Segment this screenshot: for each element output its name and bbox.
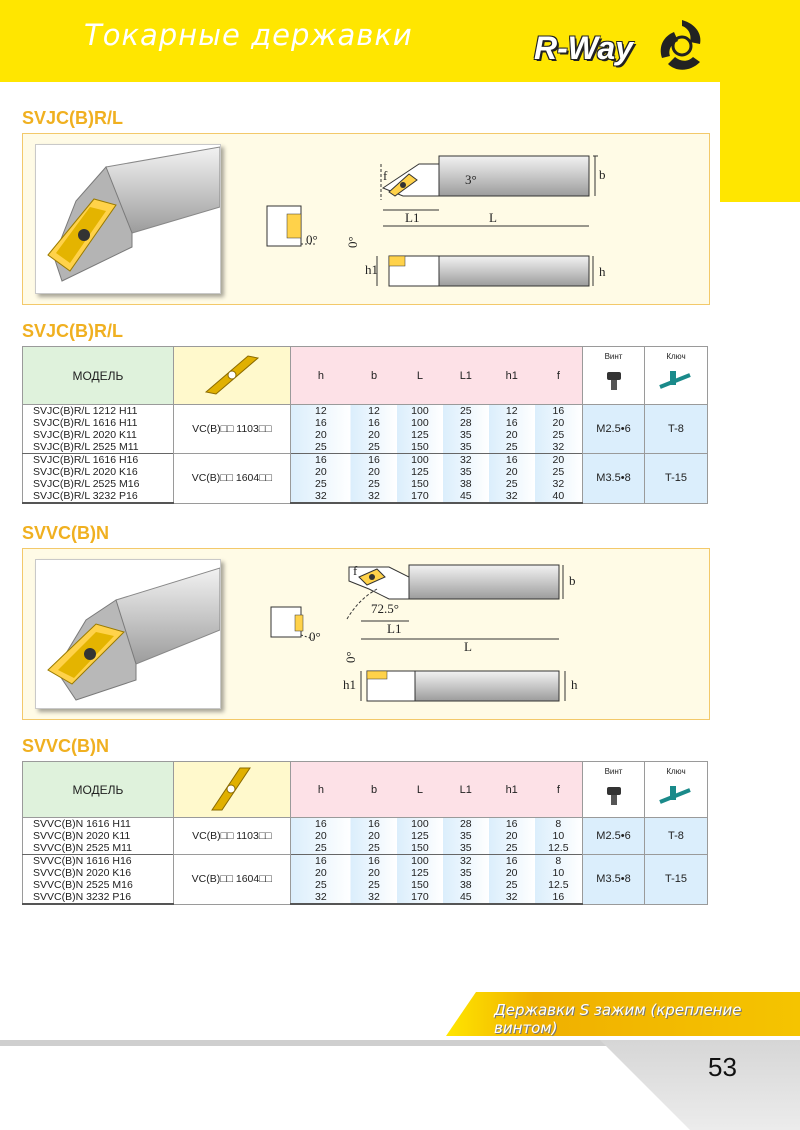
cell-L: 100 [397,855,443,868]
cell-h1: 20 [489,429,535,441]
cell-L: 150 [397,441,443,454]
cell-L: 170 [397,490,443,503]
cell-h: 16 [290,417,351,429]
key-icon [656,782,696,806]
cell-h1: 20 [489,867,535,879]
cell-L1: 32 [443,454,489,467]
cell-b: 16 [351,855,397,868]
dim-header-b: b [351,762,397,818]
cell-L1: 35 [443,830,489,842]
cell-h: 16 [290,454,351,467]
model-header: МОДЕЛЬ [23,347,174,405]
cell-L: 100 [397,818,443,831]
cell-L: 100 [397,417,443,429]
cell-h: 20 [290,466,351,478]
cell-h: 20 [290,867,351,879]
cell-h1: 32 [489,891,535,904]
cell-f: 40 [535,490,583,503]
dim-h1-label: h1 [343,677,356,692]
dim-header-h1: h1 [489,347,535,405]
dim-header-h1: h1 [489,762,535,818]
model-cell: SVJC(B)R/L 2020 K16 [23,466,174,478]
cell-L: 100 [397,405,443,418]
cell-h1: 20 [489,830,535,842]
logo-star-icon [652,14,712,74]
dim-h1-label: h1 [365,262,378,277]
page-number: 53 [708,1052,737,1082]
model-cell: SVJC(B)R/L 2020 K11 [23,429,174,441]
model-cell: SVJC(B)R/L 2525 M16 [23,478,174,490]
technical-drawing-svjc [253,144,633,299]
tool-image [36,560,220,708]
insert-image-cell [173,347,290,405]
cell-L1: 28 [443,818,489,831]
zero-angle-label-top: 0° [309,629,321,644]
footer-gray-band [0,1040,800,1130]
tool-photo-svjc [35,144,221,294]
cell-f: 25 [535,429,583,441]
cell-h1: 25 [489,842,535,855]
cell-h1: 16 [489,417,535,429]
dim-L-label: L [489,210,497,225]
cell-f: 16 [535,891,583,904]
cell-b: 20 [351,466,397,478]
table-header-row [23,347,708,405]
model-cell: SVJC(B)R/L 1212 H11 [23,405,174,418]
cell-f: 32 [535,478,583,490]
model-cell: SVJC(B)R/L 2525 M11 [23,441,174,454]
section-title-svjc: SVJC(B)R/L [22,108,124,128]
model-cell: SVVC(B)N 2525 M16 [23,879,174,891]
key-header [644,762,707,818]
insert-code-cell: VC(B)□□ 1103□□ [173,818,290,855]
model-cell: SVJC(B)R/L 1616 H16 [23,454,174,467]
angle-label-svvc: 72.5° [371,601,399,616]
screw-icon [602,369,626,393]
dim-f-label: f [383,168,388,183]
cell-f: 12.5 [535,879,583,891]
zero-angle-label-top: 0° [306,232,318,247]
cell-h: 12 [290,405,351,418]
key-header-label: Ключ [666,767,686,776]
cell-L1: 35 [443,842,489,855]
cell-L1: 35 [443,867,489,879]
cell-f: 8 [535,855,583,868]
insert-image-cell [173,762,290,818]
cell-b: 16 [351,417,397,429]
cell-h: 25 [290,478,351,490]
model-cell: SVVC(B)N 2020 K16 [23,867,174,879]
model-cell: SVVC(B)N 3232 P16 [23,891,174,904]
dim-b-label: b [569,573,576,588]
cell-h1: 25 [489,441,535,454]
zero-angle-label-side: 0° [343,651,358,663]
cell-L1: 45 [443,891,489,904]
insert-icon [202,352,262,396]
cell-L1: 25 [443,405,489,418]
cell-h: 32 [290,891,351,904]
cell-L1: 45 [443,490,489,503]
cell-L: 150 [397,478,443,490]
table-row [23,454,708,467]
cell-b: 20 [351,429,397,441]
cell-L1: 28 [443,417,489,429]
dim-header-b: b [351,347,397,405]
logo [534,18,714,78]
cell-h1: 20 [489,466,535,478]
dim-L1-label: L1 [387,621,402,636]
cell-h1: 16 [489,818,535,831]
cell-L1: 38 [443,879,489,891]
cell-h: 20 [290,830,351,842]
table-header-row [23,762,708,818]
cell-h1: 25 [489,879,535,891]
model-header: МОДЕЛЬ [23,762,174,818]
screw-header-label: Винт [604,352,623,361]
cell-f: 20 [535,454,583,467]
dim-header-L1: L1 [443,762,489,818]
dim-header-L: L [397,762,443,818]
cell-f: 10 [535,867,583,879]
screw-cell: M3.5•8 [583,454,645,504]
cell-f: 20 [535,417,583,429]
footer-banner-text: Державки S зажим (крепление винтом) [494,1001,742,1037]
cell-f: 16 [535,405,583,418]
technical-drawing-svvc [259,559,639,714]
logo-text: R-Way [534,30,633,66]
insert-code-cell: VC(B)□□ 1103□□ [173,405,290,454]
cell-L: 100 [397,454,443,467]
spec-table-svjc [22,346,708,504]
screw-icon [602,784,626,808]
zero-angle-label-side: 0° [345,236,360,248]
cell-h: 20 [290,429,351,441]
screw-cell: M3.5•8 [583,855,645,905]
cell-L1: 35 [443,429,489,441]
dim-L1-label: L1 [405,210,420,225]
cell-f: 25 [535,466,583,478]
cell-f: 10 [535,830,583,842]
cell-f: 32 [535,441,583,454]
cell-b: 16 [351,818,397,831]
key-header-label: Ключ [666,352,686,361]
insert-code-cell: VC(B)□□ 1604□□ [173,855,290,905]
model-cell: SVVC(B)N 2525 M11 [23,842,174,855]
cell-h1: 32 [489,490,535,503]
screw-header [583,762,645,818]
tool-photo-svvc [35,559,221,709]
cell-L: 150 [397,879,443,891]
table-title-svjc: SVJC(B)R/L [22,321,124,341]
tool-image [36,145,220,293]
cell-b: 32 [351,490,397,503]
table-row [23,818,708,831]
cell-h: 16 [290,818,351,831]
cell-f: 8 [535,818,583,831]
cell-L1: 38 [443,478,489,490]
dim-header-h: h [290,762,351,818]
cell-L1: 35 [443,466,489,478]
cell-f: 12.5 [535,842,583,855]
cell-b: 25 [351,478,397,490]
model-cell: SVVC(B)N 1616 H11 [23,818,174,831]
section-title-svvc: SVVC(B)N [22,523,110,543]
dim-header-L1: L1 [443,347,489,405]
dim-h-label: h [571,677,578,692]
cell-h1: 25 [489,478,535,490]
figure-panel-svjc [22,133,710,305]
model-cell: SVJC(B)R/L 3232 P16 [23,490,174,503]
key-cell: T-8 [644,818,707,855]
key-header [644,347,707,405]
dim-header-f: f [535,347,583,405]
figure-panel-svvc [22,548,710,720]
page-title: Токарные державки [84,18,413,52]
cell-L: 170 [397,891,443,904]
cell-L: 125 [397,429,443,441]
cell-h: 16 [290,855,351,868]
table-row [23,855,708,868]
cell-L: 125 [397,867,443,879]
cell-b: 25 [351,441,397,454]
table-title-svvc: SVVC(B)N [22,736,110,756]
key-cell: T-15 [644,855,707,905]
dim-L-label: L [464,639,472,654]
cell-b: 16 [351,454,397,467]
cell-b: 25 [351,879,397,891]
cell-h1: 12 [489,405,535,418]
insert-icon [202,764,262,812]
insert-code-cell: VC(B)□□ 1604□□ [173,454,290,504]
cell-b: 25 [351,842,397,855]
key-cell: T-15 [644,454,707,504]
header-side-accent [720,82,800,202]
spec-table-svvc [22,761,708,905]
model-cell: SVVC(B)N 1616 H16 [23,855,174,868]
screw-header-label: Винт [604,767,623,776]
screw-cell: M2.5•6 [583,818,645,855]
key-cell: T-8 [644,405,707,454]
cell-h1: 16 [489,454,535,467]
angle-label-svjc: 3° [465,172,477,187]
cell-b: 12 [351,405,397,418]
cell-L: 125 [397,466,443,478]
cell-L1: 32 [443,855,489,868]
cell-L: 125 [397,830,443,842]
dim-b-label: b [599,167,606,182]
cell-h: 25 [290,879,351,891]
model-cell: SVJC(B)R/L 1616 H11 [23,417,174,429]
cell-b: 20 [351,830,397,842]
table-row [23,405,708,418]
key-icon [656,367,696,391]
cell-b: 20 [351,867,397,879]
cell-L: 150 [397,842,443,855]
dim-h-label: h [599,264,606,279]
dim-header-f: f [535,762,583,818]
dim-f-label: f [353,563,358,578]
screw-cell: M2.5•6 [583,405,645,454]
screw-header [583,347,645,405]
cell-h: 25 [290,842,351,855]
cell-h1: 16 [489,855,535,868]
dim-header-h: h [290,347,351,405]
cell-b: 32 [351,891,397,904]
cell-L1: 35 [443,441,489,454]
dim-header-L: L [397,347,443,405]
cell-h: 25 [290,441,351,454]
cell-h: 32 [290,490,351,503]
model-cell: SVVC(B)N 2020 K11 [23,830,174,842]
